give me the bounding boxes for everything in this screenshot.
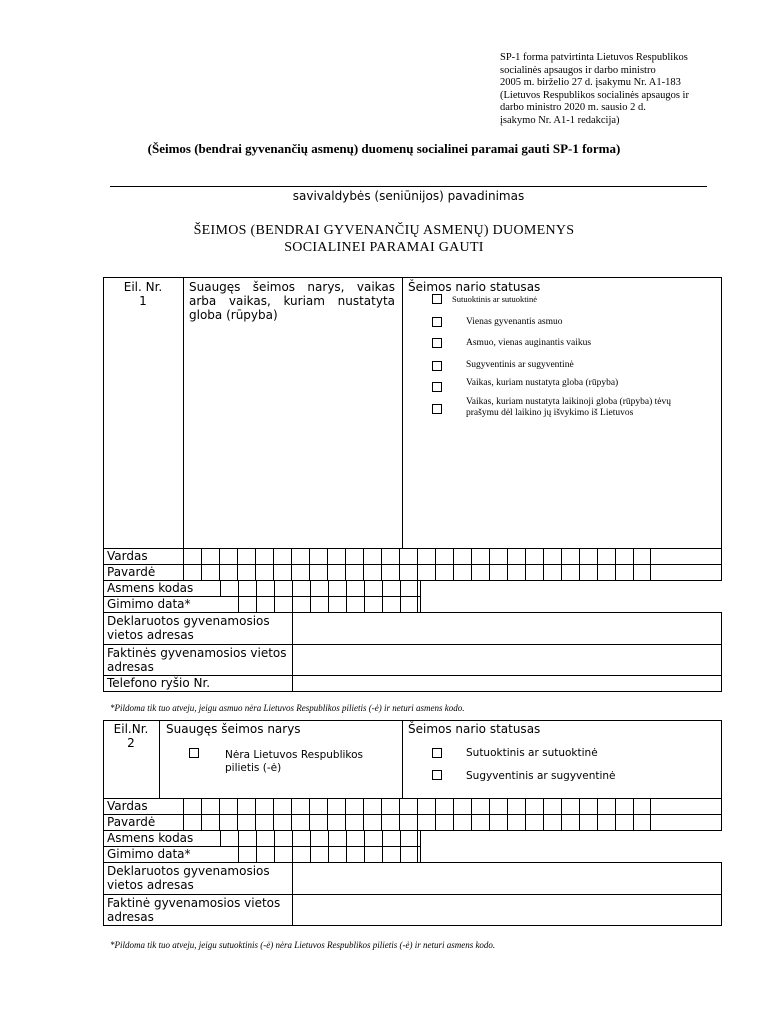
character-cell[interactable]: [273, 548, 291, 564]
declared-address-input[interactable]: [293, 613, 721, 644]
status-option: Sutuoktinis ar sutuoktinė: [466, 747, 598, 759]
character-cell[interactable]: [201, 798, 219, 814]
character-cell[interactable]: [597, 814, 615, 830]
character-cell[interactable]: [309, 564, 327, 580]
character-cell[interactable]: [489, 798, 507, 814]
status-checkbox-spouse[interactable]: [432, 294, 442, 304]
character-cell[interactable]: [615, 814, 633, 830]
character-cell[interactable]: [381, 798, 399, 814]
declared-address-label: Deklaruotos gyvenamosios vietos adresas: [107, 614, 270, 642]
character-cell[interactable]: [345, 564, 363, 580]
character-cell[interactable]: [220, 830, 238, 846]
character-cell[interactable]: [417, 798, 435, 814]
character-cell[interactable]: [309, 814, 327, 830]
personal-code-label: Asmens kodas: [107, 831, 194, 845]
character-cell[interactable]: [327, 798, 345, 814]
birth-date-label: Gimimo data*: [107, 597, 191, 611]
character-cell[interactable]: [597, 564, 615, 580]
character-cell[interactable]: [543, 814, 561, 830]
character-cell[interactable]: [291, 814, 309, 830]
row-number-value: 2: [127, 736, 135, 750]
character-cell[interactable]: [310, 596, 328, 612]
character-cell[interactable]: [220, 580, 238, 596]
character-cell[interactable]: [345, 814, 363, 830]
character-cell[interactable]: [364, 830, 382, 846]
section-1-footnote: *Pildoma tik tuo atveju, jeigu asmuo nėra Lietuvos Respublikos pilietis (-ė) ir neturi asmens kodo.: [110, 703, 465, 713]
character-cell[interactable]: [238, 830, 256, 846]
character-cell[interactable]: [291, 798, 309, 814]
character-cell[interactable]: [597, 548, 615, 564]
actual-address-label: Faktinė gyvenamosios vietos adresas: [107, 896, 281, 924]
character-cell[interactable]: [183, 814, 201, 830]
character-cell[interactable]: [364, 596, 382, 612]
character-cell[interactable]: [435, 814, 453, 830]
character-cell[interactable]: [561, 564, 579, 580]
character-cell[interactable]: [201, 814, 219, 830]
character-cell[interactable]: [363, 564, 381, 580]
character-cell[interactable]: [237, 564, 255, 580]
divider: [402, 720, 403, 799]
character-cell[interactable]: [633, 814, 651, 830]
character-cell[interactable]: [400, 830, 418, 846]
main-title-line: SOCIALINEI PARAMAI GAUTI: [284, 240, 484, 255]
section-2-footnote: *Pildoma tik tuo atveju, jeigu sutuoktinis (-ė) nėra Lietuvos Respublikos pilietis (-ė) ir neturi asmens kodo.: [110, 940, 496, 950]
actual-address-input[interactable]: [293, 895, 721, 925]
character-cell[interactable]: [435, 798, 453, 814]
declared-address-input[interactable]: [293, 863, 721, 894]
personal-code-grid[interactable]: [220, 830, 418, 846]
phone-input[interactable]: [293, 676, 721, 691]
character-cell[interactable]: [310, 580, 328, 596]
birth-date-label: Gimimo data*: [107, 847, 191, 861]
row-number-label-text: Eil. Nr.: [123, 280, 163, 294]
character-cell[interactable]: [417, 548, 435, 564]
character-cell[interactable]: [238, 596, 256, 612]
character-cell[interactable]: [597, 798, 615, 814]
character-cell[interactable]: [543, 564, 561, 580]
character-cell[interactable]: [561, 798, 579, 814]
character-cell[interactable]: [381, 814, 399, 830]
character-cell[interactable]: [345, 548, 363, 564]
phone-label: Telefono ryšio Nr.: [107, 676, 211, 690]
character-cell[interactable]: [274, 596, 292, 612]
character-cell[interactable]: [453, 814, 471, 830]
approval-note-line: įsakymo Nr. A1-1 redakcija): [500, 114, 620, 126]
character-cell[interactable]: [255, 564, 273, 580]
member-type-label: Suaugęs šeimos narys: [166, 722, 301, 736]
character-cell[interactable]: [346, 830, 364, 846]
character-cell[interactable]: [274, 830, 292, 846]
character-cell[interactable]: [400, 580, 418, 596]
character-cell[interactable]: [507, 814, 525, 830]
character-cell[interactable]: [382, 830, 400, 846]
status-label: Šeimos nario statusas: [408, 280, 541, 294]
birth-date-grid[interactable]: [238, 596, 418, 612]
character-cell[interactable]: [346, 580, 364, 596]
form-title: (Šeimos (bendrai gyvenančių asmenų) duomenų socialinei paramai gauti SP-1 forma): [147, 141, 621, 156]
last-name-grid[interactable]: [183, 814, 651, 830]
actual-address-input[interactable]: [293, 645, 721, 675]
actual-address-label: Faktinės gyvenamosios vietos adresas: [107, 646, 287, 674]
character-cell[interactable]: [292, 580, 310, 596]
character-cell[interactable]: [256, 596, 274, 612]
row-number-label: [103, 722, 159, 750]
character-cell[interactable]: [309, 548, 327, 564]
non-citizen-option: Nėra Lietuvos Respublikos pilietis (-ė): [225, 749, 364, 774]
last-name-label: Pavardė: [107, 565, 156, 579]
last-name-label: Pavardė: [107, 815, 156, 829]
first-name-grid[interactable]: [183, 548, 651, 564]
status-checkbox-child-guardianship[interactable]: [432, 382, 442, 392]
character-cell[interactable]: [238, 580, 256, 596]
character-cell[interactable]: [363, 814, 381, 830]
character-cell[interactable]: [256, 846, 274, 862]
character-cell[interactable]: [310, 830, 328, 846]
character-cell[interactable]: [471, 814, 489, 830]
character-cell[interactable]: [219, 814, 237, 830]
character-cell[interactable]: [292, 596, 310, 612]
status-checkbox-cohabitant[interactable]: [432, 361, 442, 371]
character-cell[interactable]: [507, 548, 525, 564]
character-cell[interactable]: [561, 814, 579, 830]
character-cell[interactable]: [382, 580, 400, 596]
municipality-field[interactable]: [110, 186, 707, 187]
character-cell[interactable]: [291, 564, 309, 580]
personal-code-grid[interactable]: [220, 580, 418, 596]
status-option: Vaikas, kuriam nustatyta globa (rūpyba): [466, 378, 619, 388]
character-cell[interactable]: [238, 846, 256, 862]
character-cell[interactable]: [489, 814, 507, 830]
approval-note-line: darbo ministro 2020 m. sausio 2 d.: [500, 102, 646, 114]
character-cell[interactable]: [328, 846, 346, 862]
character-cell[interactable]: [399, 798, 417, 814]
first-name-label: Vardas: [107, 799, 148, 813]
character-cell[interactable]: [435, 548, 453, 564]
status-checkbox-single-parent[interactable]: [432, 338, 442, 348]
character-cell[interactable]: [417, 564, 435, 580]
character-cell[interactable]: [183, 798, 201, 814]
character-cell[interactable]: [255, 798, 273, 814]
character-cell[interactable]: [274, 580, 292, 596]
character-cell[interactable]: [273, 814, 291, 830]
character-cell[interactable]: [417, 814, 435, 830]
last-name-grid[interactable]: [183, 564, 651, 580]
character-cell[interactable]: [328, 830, 346, 846]
status-option: Vaikas, kuriam nustatyta laikinoji globa (rūpyba) tėvų prašymu dėl laikino jų išvykimo iš Lietuvos: [466, 397, 671, 418]
municipality-label: savivaldybės (seniūnijos) pavadinimas: [292, 189, 525, 203]
status-option: Sutuoktinis ar sutuoktinė: [452, 294, 537, 304]
character-cell[interactable]: [399, 814, 417, 830]
main-title-line: ŠEIMOS (BENDRAI GYVENANČIŲ ASMENŲ) DUOMENYS: [193, 223, 575, 238]
approval-note-line: (Lietuvos Respublikos socialinės apsaugos ir: [500, 89, 689, 101]
character-cell[interactable]: [525, 798, 543, 814]
character-cell[interactable]: [291, 548, 309, 564]
character-cell[interactable]: [256, 830, 274, 846]
character-cell[interactable]: [255, 548, 273, 564]
character-cell[interactable]: [453, 798, 471, 814]
row-number-label-text: Eil.Nr.: [113, 722, 149, 736]
main-title: [0, 222, 768, 256]
first-name-grid[interactable]: [183, 798, 651, 814]
character-cell[interactable]: [363, 798, 381, 814]
character-cell[interactable]: [633, 548, 651, 564]
character-cell[interactable]: [615, 564, 633, 580]
status-checkbox-cohabitant[interactable]: [432, 770, 442, 780]
birth-date-grid[interactable]: [238, 846, 418, 862]
character-cell[interactable]: [435, 564, 453, 580]
character-cell[interactable]: [364, 846, 382, 862]
character-cell[interactable]: [183, 564, 201, 580]
character-cell[interactable]: [453, 564, 471, 580]
character-cell[interactable]: [237, 548, 255, 564]
character-cell[interactable]: [561, 548, 579, 564]
status-option: Vienas gyvenantis asmuo: [466, 317, 563, 327]
character-cell[interactable]: [345, 798, 363, 814]
row-number-label: [103, 280, 183, 308]
character-cell[interactable]: [399, 548, 417, 564]
character-cell[interactable]: [219, 548, 237, 564]
character-cell[interactable]: [543, 798, 561, 814]
character-cell[interactable]: [327, 548, 345, 564]
character-cell[interactable]: [382, 596, 400, 612]
status-checkbox-living-alone[interactable]: [432, 317, 442, 327]
character-cell[interactable]: [633, 564, 651, 580]
approval-note-line: SP-1 forma patvirtinta Lietuvos Respublikos: [500, 52, 688, 63]
divider: [402, 277, 403, 549]
character-cell[interactable]: [579, 798, 597, 814]
character-cell[interactable]: [183, 548, 201, 564]
character-cell[interactable]: [507, 798, 525, 814]
status-checkbox-spouse[interactable]: [432, 748, 442, 758]
character-cell[interactable]: [399, 564, 417, 580]
non-citizen-checkbox[interactable]: [189, 748, 199, 758]
character-cell[interactable]: [256, 580, 274, 596]
character-cell[interactable]: [273, 798, 291, 814]
character-cell[interactable]: [525, 564, 543, 580]
status-option: Sugyventinis ar sugyventinė: [466, 770, 616, 782]
divider: [159, 720, 160, 799]
character-cell[interactable]: [579, 564, 597, 580]
character-cell[interactable]: [471, 548, 489, 564]
character-cell[interactable]: [219, 798, 237, 814]
character-cell[interactable]: [400, 596, 418, 612]
character-cell[interactable]: [363, 548, 381, 564]
status-option: Asmuo, vienas auginantis vaikus: [466, 338, 592, 348]
character-cell[interactable]: [346, 596, 364, 612]
approval-note: [500, 52, 730, 128]
status-label: Šeimos nario statusas: [408, 722, 541, 736]
character-cell[interactable]: [579, 548, 597, 564]
character-cell[interactable]: [381, 548, 399, 564]
character-cell[interactable]: [274, 846, 292, 862]
character-cell[interactable]: [615, 798, 633, 814]
character-cell[interactable]: [507, 564, 525, 580]
character-cell[interactable]: [273, 564, 291, 580]
character-cell[interactable]: [346, 846, 364, 862]
character-cell[interactable]: [633, 798, 651, 814]
approval-note-line: 2005 m. birželio 27 d. įsakymu Nr. A1-183: [500, 77, 681, 89]
character-cell[interactable]: [327, 814, 345, 830]
character-cell[interactable]: [543, 548, 561, 564]
character-cell[interactable]: [400, 846, 418, 862]
character-cell[interactable]: [579, 814, 597, 830]
member-type-label: Suaugęs šeimos narys, vaikas arba vaikas, kuriam nustatyta globa (rūpyba): [189, 280, 395, 322]
character-cell[interactable]: [364, 580, 382, 596]
character-cell[interactable]: [489, 564, 507, 580]
character-cell[interactable]: [381, 564, 399, 580]
character-cell[interactable]: [489, 548, 507, 564]
character-cell[interactable]: [328, 596, 346, 612]
character-cell[interactable]: [237, 814, 255, 830]
character-cell[interactable]: [310, 846, 328, 862]
divider: [183, 277, 184, 549]
approval-note-line: socialinės apsaugos ir darbo ministro: [500, 64, 656, 76]
character-cell[interactable]: [219, 564, 237, 580]
character-cell[interactable]: [237, 798, 255, 814]
character-cell[interactable]: [328, 580, 346, 596]
character-cell[interactable]: [615, 548, 633, 564]
row-number-value: 1: [139, 294, 147, 308]
character-cell[interactable]: [292, 846, 310, 862]
declared-address-label: Deklaruotos gyvenamosios vietos adresas: [107, 864, 270, 892]
character-cell[interactable]: [201, 564, 219, 580]
character-cell[interactable]: [525, 814, 543, 830]
character-cell[interactable]: [471, 564, 489, 580]
character-cell[interactable]: [292, 830, 310, 846]
character-cell[interactable]: [525, 548, 543, 564]
personal-code-label: Asmens kodas: [107, 581, 194, 595]
status-checkbox-child-temporary-guardianship[interactable]: [432, 404, 442, 414]
character-cell[interactable]: [255, 814, 273, 830]
character-cell[interactable]: [453, 548, 471, 564]
character-cell[interactable]: [201, 548, 219, 564]
status-option: Sugyventinis ar sugyventinė: [466, 360, 574, 370]
character-cell[interactable]: [471, 798, 489, 814]
character-cell[interactable]: [382, 846, 400, 862]
character-cell[interactable]: [309, 798, 327, 814]
first-name-label: Vardas: [107, 549, 148, 563]
character-cell[interactable]: [327, 564, 345, 580]
